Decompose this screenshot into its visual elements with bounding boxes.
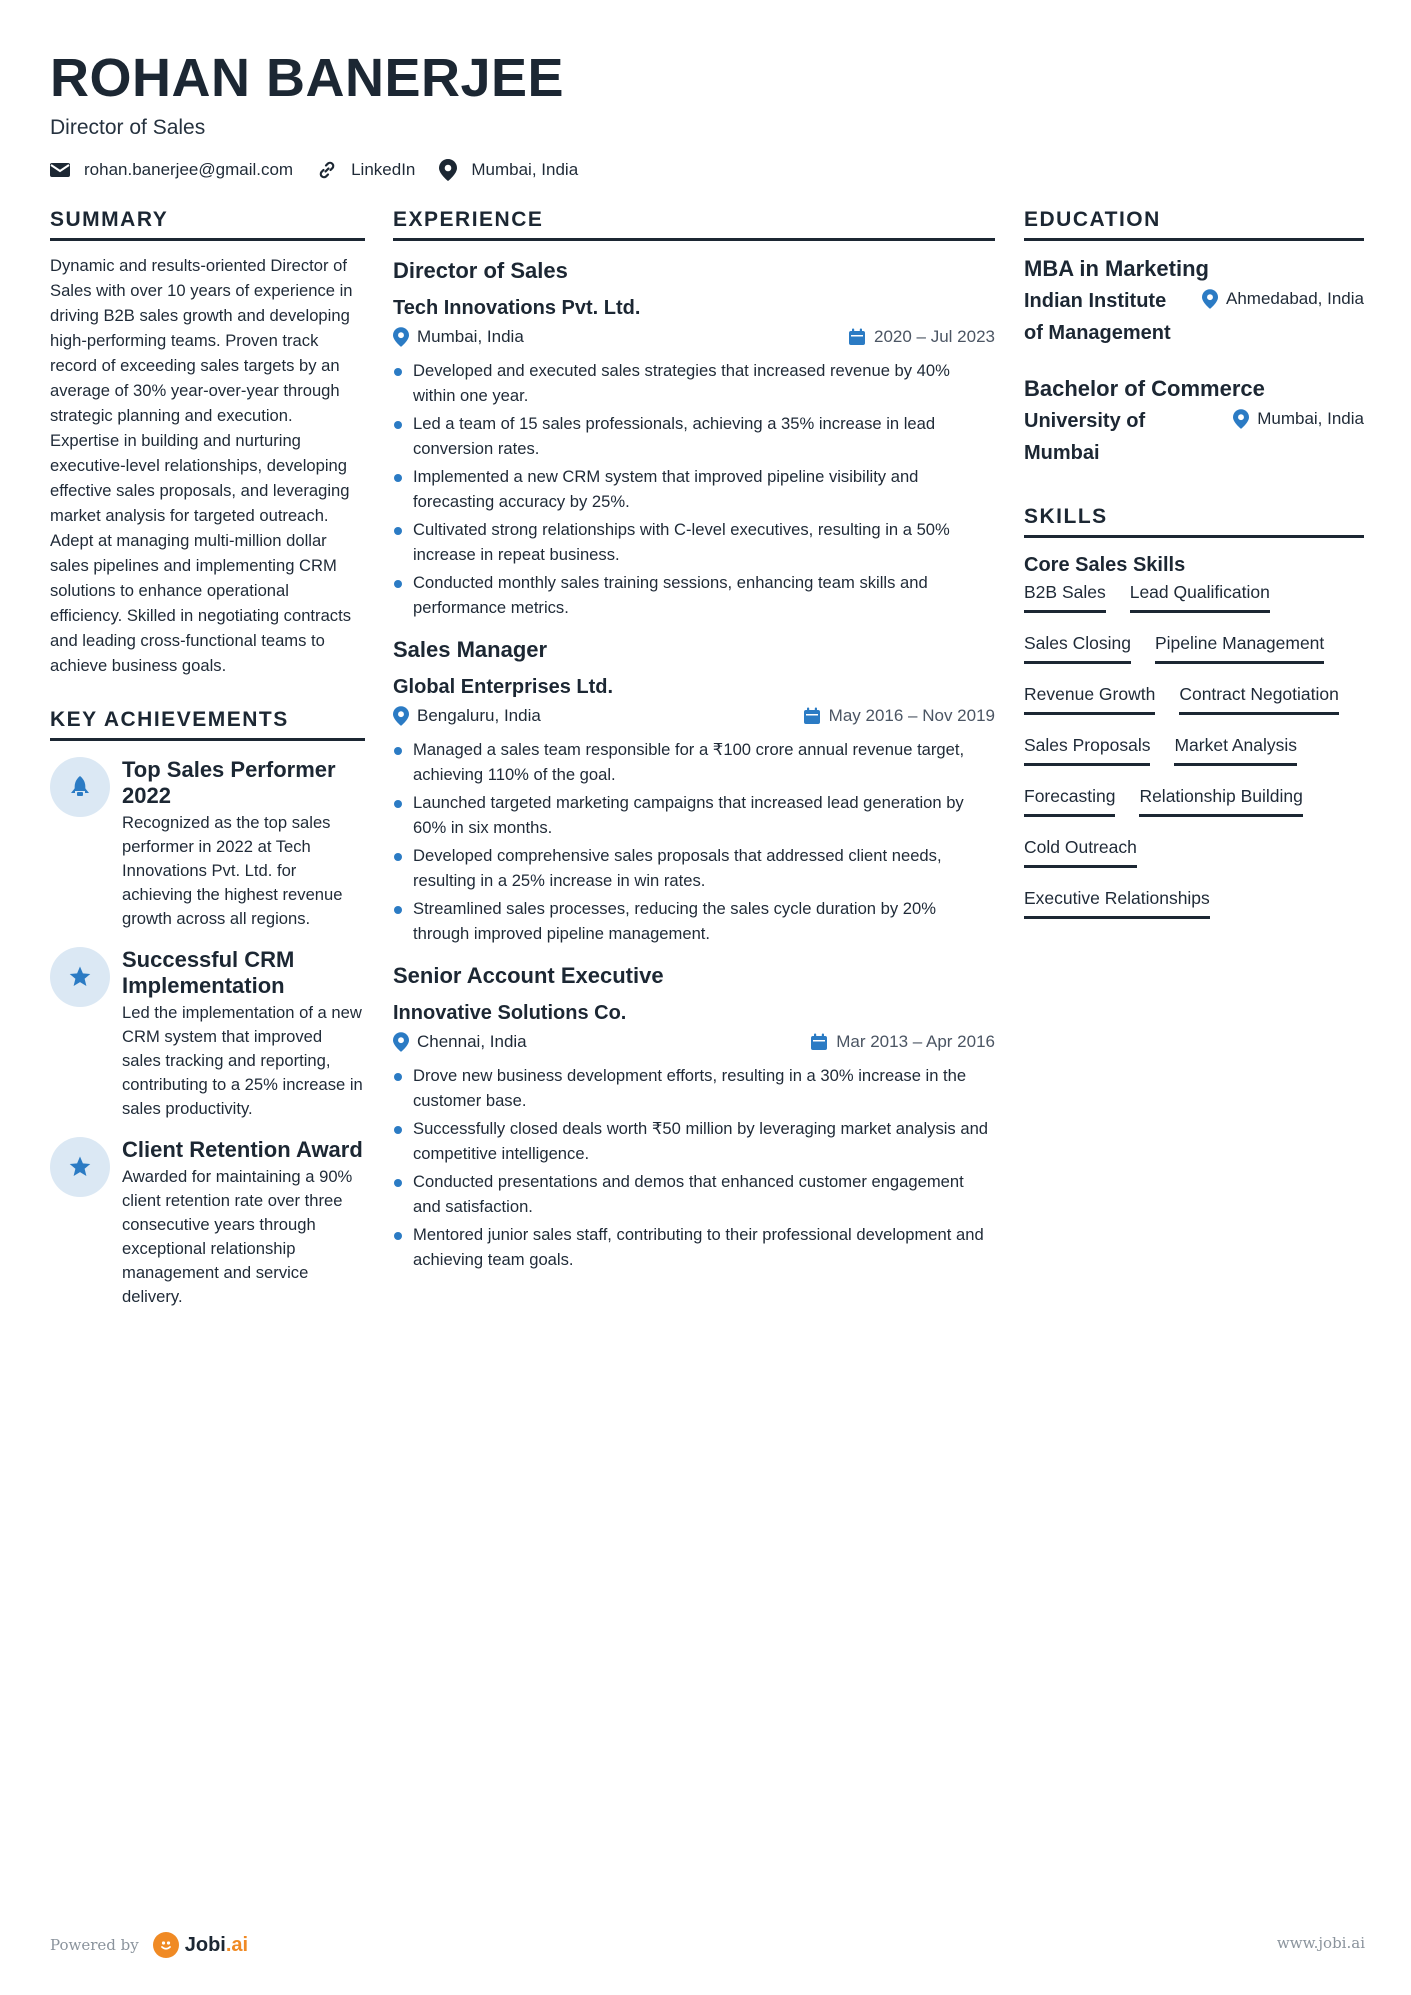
footer-branding[interactable] — [50, 1932, 248, 1958]
job-role: Senior Account Executive — [393, 963, 664, 988]
edu-school: Indian Institute of Management — [1024, 290, 1171, 344]
job-bullet: Conducted presentations and demos that enhanced customer engagement and satisfaction. — [393, 1170, 995, 1219]
job-dates-text: 2020 – Jul 2023 — [874, 327, 995, 346]
job-role: Director of Sales — [393, 258, 568, 283]
summary-text: Dynamic and results-oriented Director of Sales with over 10 years of experience in driving B2B sales growth and developing high-performing teams. Proven track record of exceeding sales targets by an average of 30% year-over-year through strategic planning and execution. Expertise in building and nurturing executive-level relationships, developing effective sales proposals, and leveraging market analysis for targeted outreach. Adept at managing multi-million dollar sales pipelines and implementing CRM solutions to enhance operational efficiency. Skilled in negotiating contracts and leading cross-functional teams to achieve business goals. — [50, 256, 353, 675]
job-bullet: Streamlined sales processes, reducing the sales cycle duration by 20% through improved pipeline management. — [393, 897, 995, 946]
skill-tag: Sales Closing — [1024, 631, 1131, 664]
job-bullet: Launched targeted marketing campaigns that increased lead generation by 60% in six months. — [393, 791, 995, 840]
skill-tag: Revenue Growth — [1024, 682, 1155, 715]
job-bullet: Implemented a new CRM system that improved pipeline visibility and forecasting accuracy by 25%. — [393, 465, 995, 514]
jobi-logo-icon — [153, 1932, 179, 1958]
edu-degree: Bachelor of Commerce — [1024, 376, 1265, 401]
achievement-title: Top Sales Performer 2022 — [122, 757, 336, 808]
achievements-heading: KEY ACHIEVEMENTS — [50, 708, 365, 741]
skill-tag: Contract Negotiation — [1179, 682, 1339, 715]
edu-location — [1233, 405, 1364, 429]
edu-location-text: Mumbai, India — [1257, 409, 1364, 428]
location-pin-icon — [393, 1032, 409, 1052]
experience-entry — [393, 636, 995, 946]
job-bullets — [393, 359, 995, 620]
contact-location — [439, 159, 578, 181]
job-location-text: Mumbai, India — [417, 327, 524, 346]
skill-tag: Forecasting — [1024, 784, 1115, 817]
job-dates — [848, 325, 995, 349]
link-icon — [317, 160, 337, 180]
job-company: Innovative Solutions Co. — [393, 1002, 627, 1024]
experience-entry — [393, 257, 995, 620]
job-bullet: Mentored junior sales staff, contributing to their professional development and achieving team goals. — [393, 1223, 995, 1272]
location-pin-icon — [1202, 289, 1218, 309]
achievements-section — [50, 708, 365, 1309]
powered-by-text: Powered by — [50, 1936, 139, 1954]
job-company: Global Enterprises Ltd. — [393, 676, 614, 698]
summary-heading: SUMMARY — [50, 208, 365, 241]
edu-location-text: Ahmedabad, India — [1226, 289, 1364, 308]
star-icon — [50, 947, 110, 1007]
skill-tag: Market Analysis — [1174, 733, 1297, 766]
achievement-item — [50, 757, 365, 931]
calendar-icon — [810, 1033, 828, 1051]
resume-header — [50, 46, 1370, 184]
education-entry — [1024, 375, 1364, 469]
email-icon — [50, 162, 70, 178]
star-icon — [50, 1137, 110, 1197]
achievement-desc: Awarded for maintaining a 90% client retention rate over three consecutive years through exceptional relationship management and service delivery. — [122, 1167, 353, 1306]
candidate-name: ROHAN BANERJEE — [50, 48, 565, 108]
logo-suffix: .ai — [225, 1933, 249, 1956]
skill-tag: Cold Outreach — [1024, 835, 1137, 868]
job-bullet: Managed a sales team responsible for a ₹100 crore annual revenue target, achieving 110% of the goal. — [393, 738, 995, 787]
location-pin-icon — [439, 159, 457, 181]
job-dates-text: May 2016 – Nov 2019 — [828, 706, 995, 725]
email-text: rohan.banerjee@gmail.com — [84, 160, 294, 179]
calendar-icon — [848, 328, 866, 346]
experience-heading: EXPERIENCE — [393, 208, 995, 241]
skill-list — [1024, 580, 1364, 937]
skill-tag: Executive Relationships — [1024, 886, 1210, 919]
job-bullet: Drove new business development efforts, resulting in a 30% increase in the customer base. — [393, 1064, 995, 1113]
job-location-text: Bengaluru, India — [417, 706, 541, 725]
edu-degree: MBA in Marketing — [1024, 256, 1209, 281]
location-text: Mumbai, India — [471, 160, 579, 179]
calendar-icon — [803, 707, 821, 725]
job-location — [393, 704, 541, 728]
job-bullets — [393, 738, 995, 946]
job-dates-text: Mar 2013 – Apr 2016 — [836, 1032, 995, 1051]
job-dates — [803, 704, 995, 728]
job-company: Tech Innovations Pvt. Ltd. — [393, 297, 641, 319]
location-pin-icon — [393, 706, 409, 726]
education-entry — [1024, 255, 1364, 349]
job-bullet: Developed comprehensive sales proposals that addressed client needs, resulting in a 25% increase in win rates. — [393, 844, 995, 893]
location-pin-icon — [1233, 409, 1249, 429]
job-meta — [393, 704, 995, 728]
achievement-title: Successful CRM Implementation — [122, 947, 295, 998]
job-location — [393, 1030, 527, 1054]
contact-linkedin[interactable] — [317, 160, 415, 180]
linkedin-text: LinkedIn — [351, 160, 416, 179]
job-bullet: Developed and executed sales strategies that increased revenue by 40% within one year. — [393, 359, 995, 408]
skill-tag: Sales Proposals — [1024, 733, 1150, 766]
contact-row — [50, 156, 1370, 184]
job-meta — [393, 1030, 995, 1054]
footer-url[interactable]: www.jobi.ai — [1276, 1934, 1365, 1952]
logo-text: Jobi — [184, 1933, 226, 1956]
achievement-desc: Recognized as the top sales performer in 2022 at Tech Innovations Pvt. Ltd. for achieving the highest revenue growth across all regions. — [122, 813, 343, 928]
job-dates — [810, 1030, 995, 1054]
job-bullets — [393, 1064, 995, 1272]
edu-location — [1202, 285, 1364, 309]
edu-school: University of Mumbai — [1024, 410, 1146, 464]
jobi-logo[interactable] — [153, 1932, 248, 1958]
candidate-title: Director of Sales — [50, 116, 206, 139]
skill-tag: Relationship Building — [1139, 784, 1302, 817]
right-column — [1024, 208, 1364, 937]
job-bullet: Cultivated strong relationships with C-level executives, resulting in a 50% increase in repeat business. — [393, 518, 995, 567]
left-column — [50, 208, 365, 1309]
education-heading: EDUCATION — [1024, 208, 1364, 241]
job-meta — [393, 325, 995, 349]
skill-tag: Pipeline Management — [1155, 631, 1324, 664]
job-bullet: Led a team of 15 sales professionals, achieving a 35% increase in lead conversion rates. — [393, 412, 995, 461]
experience-entry — [393, 962, 995, 1272]
job-role: Sales Manager — [393, 637, 548, 662]
achievement-desc: Led the implementation of a new CRM system that improved sales tracking and reporting, contributing to a 25% increase in sales productivity. — [122, 1003, 363, 1118]
experience-column — [393, 208, 995, 1276]
skills-section — [1024, 505, 1364, 937]
skill-tag: B2B Sales — [1024, 580, 1106, 613]
skill-tag: Lead Qualification — [1130, 580, 1270, 613]
achievement-title: Client Retention Award — [122, 1137, 363, 1162]
rocket-icon — [50, 757, 110, 817]
achievement-item — [50, 947, 365, 1121]
skills-heading: SKILLS — [1024, 505, 1364, 538]
location-pin-icon — [393, 327, 409, 347]
achievement-item — [50, 1137, 365, 1309]
contact-email[interactable] — [50, 160, 293, 180]
job-location — [393, 325, 524, 349]
job-location-text: Chennai, India — [417, 1032, 527, 1051]
job-bullet: Successfully closed deals worth ₹50 million by leveraging market analysis and competitive intelligence. — [393, 1117, 995, 1166]
job-bullet: Conducted monthly sales training sessions, enhancing team skills and performance metrics. — [393, 571, 995, 620]
skills-group-title: Core Sales Skills — [1024, 554, 1186, 576]
